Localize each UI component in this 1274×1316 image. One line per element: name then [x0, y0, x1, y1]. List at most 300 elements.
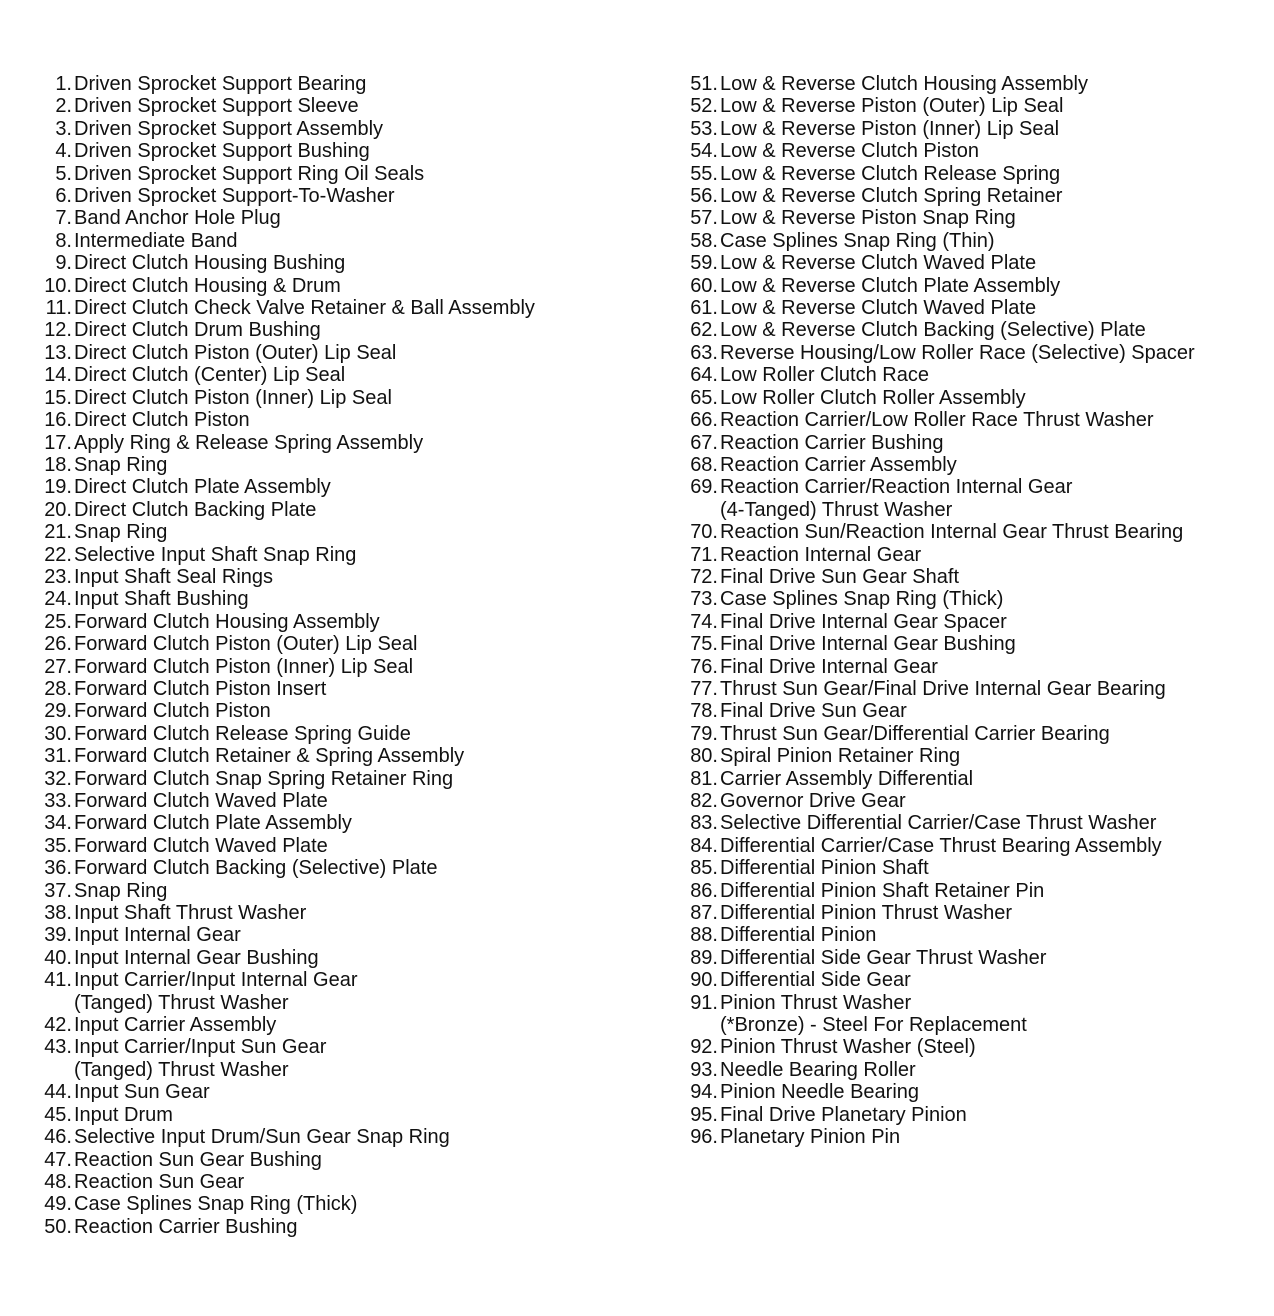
list-item	[680, 432, 1260, 454]
part-description	[72, 342, 634, 364]
part-description-line: Low & Reverse Clutch Plate Assembly	[720, 274, 1061, 297]
part-description-line: Reaction Carrier Assembly	[720, 453, 957, 476]
part-description	[72, 409, 634, 431]
part-number: 15.	[44, 386, 72, 409]
part-number: 62.	[690, 319, 718, 342]
part-description-line: Low & Reverse Clutch Release Spring	[720, 162, 1061, 185]
list-item	[680, 1104, 1260, 1126]
part-number: 46.	[44, 1126, 72, 1149]
list-item	[34, 95, 634, 117]
part-description-line: Forward Clutch Waved Plate	[74, 834, 328, 857]
part-number: 85.	[690, 857, 718, 880]
part-number: 22.	[44, 543, 72, 566]
list-item	[680, 275, 1260, 297]
part-description-line: Input Internal Gear Bushing	[74, 946, 319, 969]
part-number: 37.	[44, 879, 72, 902]
part-description	[72, 297, 634, 319]
part-number: 44.	[44, 1081, 72, 1104]
part-number: 3.	[55, 117, 72, 140]
part-description-line: Reaction Sun Gear Bushing	[74, 1148, 322, 1171]
part-description-line: Thrust Sun Gear/Final Drive Internal Gear Bearing	[720, 677, 1166, 700]
part-number: 10.	[44, 274, 72, 297]
part-number: 8.	[55, 229, 72, 252]
part-number: 78.	[690, 700, 718, 723]
list-item	[34, 163, 634, 185]
part-number: 50.	[44, 1215, 72, 1238]
part-description	[718, 118, 1260, 140]
part-number: 60.	[690, 274, 718, 297]
part-description	[72, 1216, 634, 1238]
part-description	[72, 364, 634, 386]
part-description-line: Differential Pinion Shaft	[720, 857, 929, 880]
part-description-line: Forward Clutch Snap Spring Retainer Ring	[74, 767, 454, 790]
part-number: 79.	[690, 722, 718, 745]
list-item	[34, 387, 634, 409]
part-description	[718, 163, 1260, 185]
part-number: 35.	[44, 834, 72, 857]
part-description	[72, 319, 634, 341]
part-number: 83.	[690, 812, 718, 835]
list-item	[680, 364, 1260, 386]
list-item	[34, 476, 634, 498]
part-description	[718, 230, 1260, 252]
part-description	[72, 656, 634, 678]
list-item	[34, 140, 634, 162]
part-description	[72, 95, 634, 117]
part-description-line: Direct Clutch Housing & Drum	[74, 274, 341, 297]
list-item	[34, 319, 634, 341]
part-description-line: Reaction Carrier/Reaction Internal Gear	[720, 476, 1073, 499]
list-item	[680, 656, 1260, 678]
part-number: 89.	[690, 946, 718, 969]
part-description	[72, 1014, 634, 1036]
list-item	[34, 342, 634, 364]
part-number: 31.	[44, 745, 72, 768]
part-description-line: Low & Reverse Piston (Inner) Lip Seal	[720, 117, 1060, 140]
list-item	[680, 1036, 1260, 1058]
part-description	[72, 1036, 634, 1081]
part-description-line: Pinion Thrust Washer	[720, 991, 912, 1014]
part-description	[72, 745, 634, 767]
part-description	[718, 207, 1260, 229]
part-description	[72, 947, 634, 969]
part-number: 96.	[690, 1126, 718, 1149]
part-description	[72, 588, 634, 610]
part-number: 48.	[44, 1170, 72, 1193]
part-description-line: Differential Side Gear	[720, 969, 911, 992]
part-description-line: Thrust Sun Gear/Differential Carrier Bearing	[720, 722, 1110, 745]
part-number: 36.	[44, 857, 72, 880]
part-description	[72, 1104, 634, 1126]
part-description-line: Input Shaft Bushing	[74, 588, 249, 611]
part-description	[718, 969, 1260, 991]
list-item	[34, 857, 634, 879]
part-description-line: Direct Clutch Housing Bushing	[74, 252, 346, 275]
part-description-line: Reaction Sun/Reaction Internal Gear Thrust Bearing	[720, 521, 1184, 544]
part-description	[718, 544, 1260, 566]
part-description-line: Case Splines Snap Ring (Thin)	[720, 229, 995, 252]
part-number: 25.	[44, 610, 72, 633]
part-description	[718, 319, 1260, 341]
part-number: 19.	[44, 476, 72, 499]
part-description	[718, 1104, 1260, 1126]
part-description	[718, 992, 1260, 1037]
part-description-line: Direct Clutch (Center) Lip Seal	[74, 364, 346, 387]
part-number: 91.	[690, 991, 718, 1014]
part-number: 45.	[44, 1103, 72, 1126]
list-item	[680, 1081, 1260, 1103]
list-item	[680, 835, 1260, 857]
list-item	[34, 678, 634, 700]
list-item	[680, 342, 1260, 364]
part-description	[718, 633, 1260, 655]
part-number: 59.	[690, 252, 718, 275]
part-number: 23.	[44, 565, 72, 588]
part-description-line: Direct Clutch Backing Plate	[74, 498, 317, 521]
part-description-line: Differential Pinion Thrust Washer	[720, 902, 1012, 925]
part-description-line: Low & Reverse Clutch Housing Assembly	[720, 73, 1088, 95]
part-description-line: Driven Sprocket Support Bearing	[74, 73, 367, 95]
list-item	[680, 140, 1260, 162]
part-description	[72, 835, 634, 857]
part-description	[718, 611, 1260, 633]
part-number: 24.	[44, 588, 72, 611]
part-description	[72, 1193, 634, 1215]
part-description	[718, 297, 1260, 319]
part-description-line: Input Internal Gear	[74, 924, 241, 947]
list-item	[680, 252, 1260, 274]
part-description	[72, 768, 634, 790]
part-description-line: Direct Clutch Drum Bushing	[74, 319, 321, 342]
part-description-line: Selective Input Shaft Snap Ring	[74, 543, 357, 566]
list-item	[34, 768, 634, 790]
list-item	[34, 656, 634, 678]
list-item	[680, 924, 1260, 946]
list-item	[34, 454, 634, 476]
part-description-line: Driven Sprocket Support Bushing	[74, 140, 370, 163]
list-item	[680, 812, 1260, 834]
part-description	[72, 252, 634, 274]
part-number: 64.	[690, 364, 718, 387]
part-description	[718, 947, 1260, 969]
part-description	[72, 432, 634, 454]
parts-list-right-column	[680, 73, 1260, 1149]
part-description	[718, 768, 1260, 790]
part-description	[718, 275, 1260, 297]
list-item	[34, 633, 634, 655]
part-number: 38.	[44, 902, 72, 925]
part-number: 39.	[44, 924, 72, 947]
part-description	[718, 73, 1260, 95]
part-number: 76.	[690, 655, 718, 678]
part-description	[72, 790, 634, 812]
list-item	[34, 544, 634, 566]
part-description	[718, 656, 1260, 678]
part-description	[72, 1081, 634, 1103]
part-description-line: Spiral Pinion Retainer Ring	[720, 745, 961, 768]
part-number: 13.	[44, 341, 72, 364]
part-description-line: Low & Reverse Piston (Outer) Lip Seal	[720, 95, 1064, 118]
part-description-line: Apply Ring & Release Spring Assembly	[74, 431, 424, 454]
list-item	[34, 1149, 634, 1171]
part-number: 27.	[44, 655, 72, 678]
list-item	[34, 297, 634, 319]
part-number: 14.	[44, 364, 72, 387]
part-description-line: Reaction Carrier Bushing	[74, 1215, 298, 1238]
list-item	[680, 476, 1260, 521]
list-item	[34, 924, 634, 946]
list-item	[34, 275, 634, 297]
list-item	[34, 252, 634, 274]
part-number: 41.	[44, 969, 72, 992]
part-number: 6.	[55, 185, 72, 208]
part-description-line: Governor Drive Gear	[720, 790, 906, 812]
part-description-line: Low Roller Clutch Race	[720, 364, 929, 387]
list-item	[680, 230, 1260, 252]
list-item	[34, 1126, 634, 1148]
part-description-line: Snap Ring	[74, 879, 168, 902]
list-item	[34, 1216, 634, 1238]
part-description	[718, 521, 1260, 543]
list-item	[680, 902, 1260, 924]
part-number: 63.	[690, 341, 718, 364]
list-item	[34, 1171, 634, 1193]
part-description	[718, 364, 1260, 386]
part-description-line: Final Drive Sun Gear Shaft	[720, 565, 959, 588]
part-description	[718, 857, 1260, 879]
part-description	[718, 387, 1260, 409]
part-description-line: Carrier Assembly Differential	[720, 767, 974, 790]
part-description-line: Pinion Thrust Washer (Steel)	[720, 1036, 976, 1059]
part-description	[72, 633, 634, 655]
list-item	[34, 409, 634, 431]
part-number: 47.	[44, 1148, 72, 1171]
part-description	[72, 1149, 634, 1171]
part-description	[718, 566, 1260, 588]
part-number: 70.	[690, 521, 718, 544]
part-description	[72, 566, 634, 588]
part-description-line: Final Drive Sun Gear	[720, 700, 907, 723]
list-item	[680, 768, 1260, 790]
list-item	[680, 1126, 1260, 1148]
part-number: 28.	[44, 677, 72, 700]
part-number: 7.	[55, 207, 72, 230]
parts-list	[34, 73, 634, 1238]
list-item	[680, 678, 1260, 700]
part-description	[72, 387, 634, 409]
list-item	[680, 387, 1260, 409]
part-description-line: Low & Reverse Piston Snap Ring	[720, 207, 1016, 230]
part-description-line: Forward Clutch Waved Plate	[74, 790, 328, 812]
part-description	[718, 476, 1260, 521]
part-number: 87.	[690, 902, 718, 925]
part-number: 30.	[44, 722, 72, 745]
list-item	[34, 364, 634, 386]
part-description	[718, 185, 1260, 207]
list-item	[34, 1014, 634, 1036]
part-number: 80.	[690, 745, 718, 768]
list-item	[34, 790, 634, 812]
part-description-line: Differential Side Gear Thrust Washer	[720, 946, 1047, 969]
part-description	[718, 454, 1260, 476]
part-description	[718, 409, 1260, 431]
list-item	[34, 185, 634, 207]
part-description	[718, 723, 1260, 745]
list-item	[34, 521, 634, 543]
part-description-line: Final Drive Internal Gear Spacer	[720, 610, 1007, 633]
part-description-line: Snap Ring	[74, 453, 168, 476]
list-item	[680, 521, 1260, 543]
list-item	[680, 95, 1260, 117]
part-description-line: Input Shaft Seal Rings	[74, 565, 274, 588]
part-number: 57.	[690, 207, 718, 230]
part-description-line: Driven Sprocket Support Sleeve	[74, 95, 359, 118]
part-number: 16.	[44, 409, 72, 432]
part-description-line: Needle Bearing Roller	[720, 1058, 916, 1081]
part-description-line: (Tanged) Thrust Washer	[74, 1058, 289, 1081]
parts-list	[680, 73, 1260, 1149]
list-item	[34, 1036, 634, 1081]
part-number: 51.	[690, 73, 718, 95]
part-description-line: Pinion Needle Bearing	[720, 1081, 920, 1104]
list-item	[680, 992, 1260, 1037]
list-item	[680, 185, 1260, 207]
list-item	[680, 745, 1260, 767]
list-item	[680, 723, 1260, 745]
part-description-line: Low Roller Clutch Roller Assembly	[720, 386, 1026, 409]
part-description	[72, 275, 634, 297]
part-number: 66.	[690, 409, 718, 432]
part-number: 75.	[690, 633, 718, 656]
part-description	[718, 880, 1260, 902]
part-description	[72, 857, 634, 879]
part-description-line: Case Splines Snap Ring (Thick)	[720, 588, 1004, 611]
part-number: 17.	[44, 431, 72, 454]
part-description	[718, 678, 1260, 700]
part-description	[72, 902, 634, 924]
part-description	[718, 812, 1260, 834]
list-item	[680, 969, 1260, 991]
part-number: 12.	[44, 319, 72, 342]
part-number: 65.	[690, 386, 718, 409]
part-description-line: Low & Reverse Clutch Piston	[720, 140, 980, 163]
part-number: 56.	[690, 185, 718, 208]
part-number: 88.	[690, 924, 718, 947]
part-description	[718, 342, 1260, 364]
part-number: 77.	[690, 677, 718, 700]
part-number: 26.	[44, 633, 72, 656]
part-description	[718, 1059, 1260, 1081]
part-number: 42.	[44, 1014, 72, 1037]
part-description	[72, 73, 634, 95]
part-description-line: Differential Pinion Shaft Retainer Pin	[720, 879, 1045, 902]
part-description	[718, 902, 1260, 924]
part-description-line: Selective Input Drum/Sun Gear Snap Ring	[74, 1126, 450, 1149]
part-description-line: Forward Clutch Piston (Outer) Lip Seal	[74, 633, 418, 656]
part-description-line: Differential Carrier/Case Thrust Bearing Assembly	[720, 834, 1162, 857]
part-number: 4.	[55, 140, 72, 163]
part-description-line: Low & Reverse Clutch Spring Retainer	[720, 185, 1063, 208]
part-description	[72, 163, 634, 185]
part-description-line: Forward Clutch Release Spring Guide	[74, 722, 411, 745]
list-item	[680, 409, 1260, 431]
part-number: 94.	[690, 1081, 718, 1104]
part-number: 74.	[690, 610, 718, 633]
part-description-line: Forward Clutch Piston (Inner) Lip Seal	[74, 655, 414, 678]
part-number: 2.	[55, 95, 72, 118]
list-item	[34, 969, 634, 1014]
part-description-line: (*Bronze) - Steel For Replacement	[720, 1014, 1027, 1037]
part-number: 49.	[44, 1193, 72, 1216]
part-description	[72, 118, 634, 140]
part-description-line: Forward Clutch Piston Insert	[74, 677, 327, 700]
part-description-line: Forward Clutch Retainer & Spring Assembly	[74, 745, 465, 768]
part-number: 34.	[44, 812, 72, 835]
part-description-line: Reaction Sun Gear	[74, 1170, 245, 1193]
list-item	[680, 163, 1260, 185]
list-item	[34, 73, 634, 95]
part-number: 86.	[690, 879, 718, 902]
list-item	[34, 611, 634, 633]
part-description	[72, 207, 634, 229]
list-item	[34, 947, 634, 969]
part-description	[72, 812, 634, 834]
part-description	[718, 1081, 1260, 1103]
part-number: 55.	[690, 162, 718, 185]
part-description	[72, 880, 634, 902]
part-description-line: Input Sun Gear	[74, 1081, 210, 1104]
part-description	[718, 252, 1260, 274]
list-item	[34, 812, 634, 834]
part-description-line: Driven Sprocket Support Ring Oil Seals	[74, 162, 425, 185]
list-item	[34, 700, 634, 722]
part-number: 9.	[55, 252, 72, 275]
list-item	[34, 745, 634, 767]
list-item	[680, 633, 1260, 655]
list-item	[680, 454, 1260, 476]
list-item	[680, 588, 1260, 610]
part-number: 67.	[690, 431, 718, 454]
part-description	[718, 1126, 1260, 1148]
list-item	[34, 1193, 634, 1215]
part-number: 11.	[45, 297, 72, 320]
part-description	[72, 969, 634, 1014]
list-item	[34, 902, 634, 924]
part-description-line: Direct Clutch Piston	[74, 409, 250, 432]
list-item	[680, 566, 1260, 588]
list-item	[34, 118, 634, 140]
part-description	[72, 611, 634, 633]
part-description-line: Input Shaft Thrust Washer	[74, 902, 307, 925]
part-number: 33.	[44, 790, 72, 812]
part-description-line: Direct Clutch Piston (Outer) Lip Seal	[74, 341, 397, 364]
part-description-line: Forward Clutch Backing (Selective) Plate	[74, 857, 438, 880]
part-number: 73.	[690, 588, 718, 611]
part-number: 72.	[690, 565, 718, 588]
list-item	[680, 207, 1260, 229]
part-number: 52.	[690, 95, 718, 118]
list-item	[34, 835, 634, 857]
part-description	[718, 700, 1260, 722]
part-description-line: Forward Clutch Plate Assembly	[74, 812, 352, 835]
list-item	[680, 611, 1260, 633]
part-description-line: Low & Reverse Clutch Waved Plate	[720, 252, 1037, 275]
part-description	[72, 544, 634, 566]
parts-list-left-column	[34, 73, 634, 1238]
part-description	[718, 432, 1260, 454]
part-description-line: Direct Clutch Plate Assembly	[74, 476, 331, 499]
part-description-line: Reverse Housing/Low Roller Race (Selective) Spacer	[720, 341, 1195, 364]
